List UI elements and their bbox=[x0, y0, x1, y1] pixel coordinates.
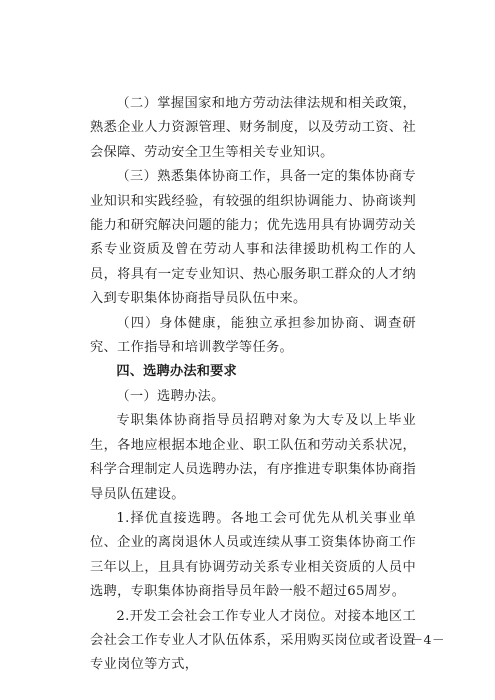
paragraph-recruitment-intro: 专职集体协商指导员招聘对象为大专及以上毕业生，各地应根据本地企业、职工队伍和劳动关系状况，科学合理制定人员选聘办法，有序推进专职集体协商指导员队伍建设。 bbox=[90, 413, 416, 502]
paragraph-requirement-4: （四）身体健康，能独立承担参加协商、调查研究、工作指导和培训教学等任务。 bbox=[90, 315, 416, 356]
subsection-heading: （一）选聘办法。 bbox=[116, 388, 225, 404]
paragraph-method-2: 2.开发工会社会工作专业人才岗位。对接本地区工会社会工作专业人才队伍体系，采用购买岗位或者设置专业岗位等方式， bbox=[90, 608, 416, 673]
section-heading: 四、选聘办法和要求 bbox=[116, 364, 237, 380]
paragraph-requirement-2: （二）掌握国家和地方劳动法律法规和相关政策，熟悉企业人力资源管理、财务制度，以及劳动工资、社会保障、劳动安全卫生等相关专业知识。 bbox=[90, 96, 416, 160]
paragraph-requirement-3: （三）熟悉集体协商工作，具备一定的集体协商专业知识和实践经验，有较强的组织协调能力、协商谈判能力和研究解决问题的能力；优先选用具有协调劳动关系专业资质及曾在劳动人事和法律援助机构工作的人员，将具有一定专业知识、热心服务职工群众的人才纳入到专职集体协商指导员队伍中来。 bbox=[90, 169, 416, 307]
document-body bbox=[90, 92, 416, 678]
page-number: －4－ bbox=[410, 632, 445, 647]
paragraph-method-1: 1.择优直接选聘。各地工会可优先从机关事业单位、企业的离岗退休人员或连续从事工资集体协商工作三年以上，且具有协调劳动关系专业相关资质的人员中选聘，专职集体协商指导员年龄一般不超过65周岁。 bbox=[90, 510, 416, 600]
